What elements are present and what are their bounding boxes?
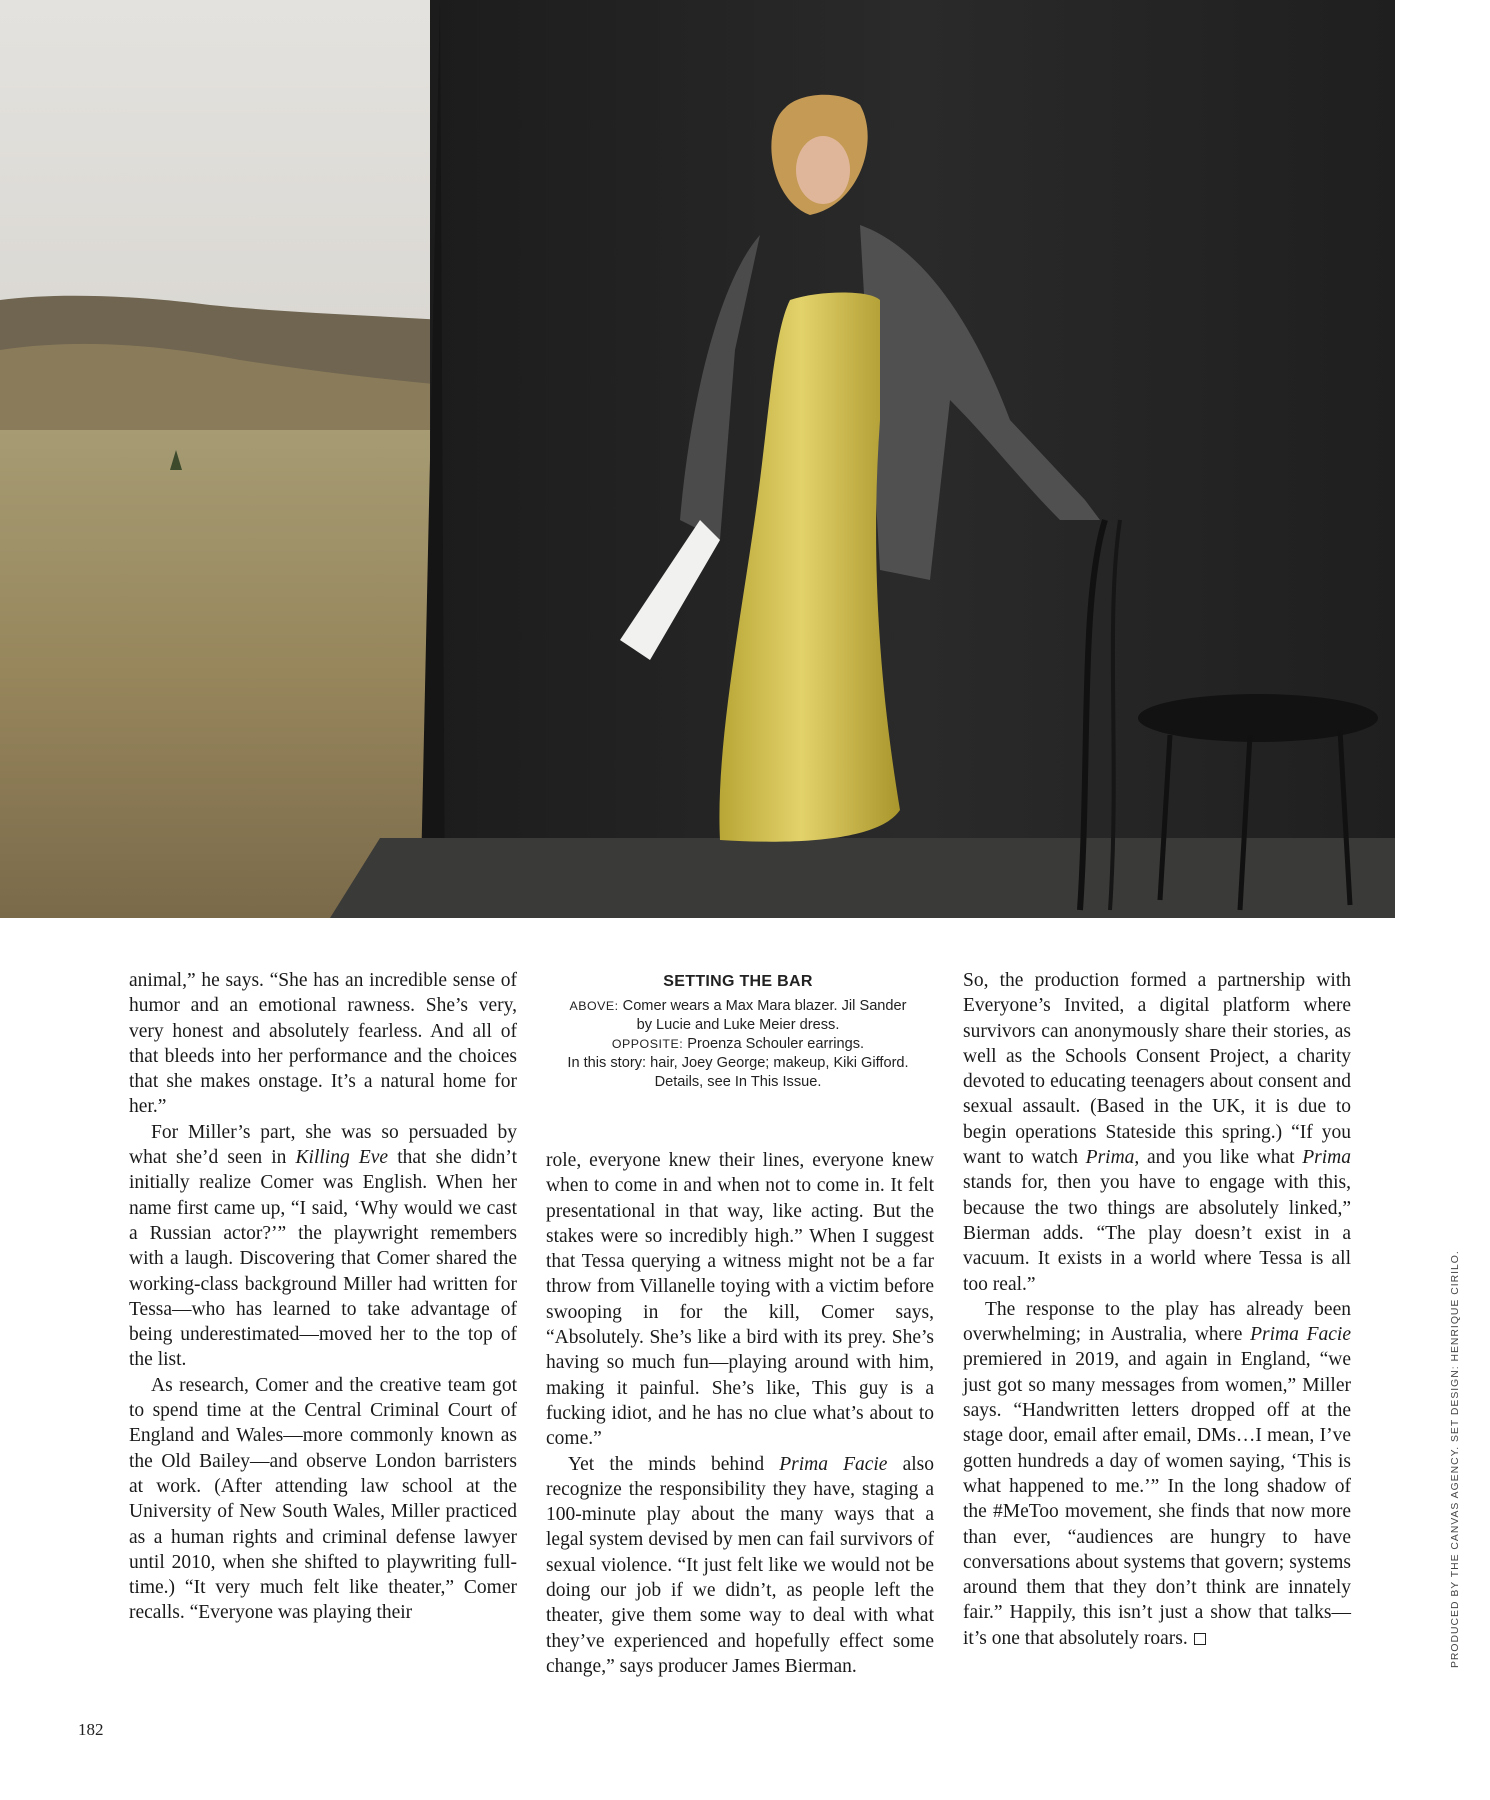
paragraph: role, everyone knew their lines, everyone knew when to come in and when not to come in. It felt presentational in that way, like acting. But the stakes were so incredibly high.” When I suggest that Tessa querying a witness might not be a far throw from Villanelle toying with a victim before swooping in for the kill, Comer says, “Absolutely. She’s like a bird with its prey. She’s having so much fun—playing around with him, making it painful. She’s like, This guy is a fucking idiot, and he has no clue what’s about to come.” [546, 1150, 934, 1450]
article-column-2 [546, 1148, 934, 1679]
paragraph: For Miller’s part, she was so persuaded by what she’d seen in Killing Eve that she didn’t initially realize Comer was English. When her name first came up, “I said, ‘Why would we cast a Russian actor?’” the playwright remembers with a laugh. Discovering that Comer shared the working-class background Miller had written for Tessa—who has learned to take advantage of being underestimated—moved her to the top of the list. [129, 1121, 517, 1371]
article-column-1 [129, 968, 517, 1626]
paragraph: The response to the play has already been overwhelming; in Australia, where Prima Facie premiered in 2019, and again in England, “we just got so many messages from women,” Miller says. “Handwritten letters dropped off at the stage door, email after email, DMs…I mean, I’ve gotten hundreds a day of women saying, ‘This is what happened to me.’” In the long shadow of the #MeToo movement, she finds that now more than ever, “audiences are hungry to have conversations about systems that govern; systems around them that they don’t think are innately fair.” Happily, this isn’t just a show that talks—it’s one that absolutely roars. [963, 1298, 1352, 1649]
caption-body: ABOVE: Comer wears a Max Mara blazer. Jil Sander by Lucie and Luke Meier dress. OPPOSITE: Proenza Schouler earrings. In this story: hair, Joey George; makeup, Kiki Gifford. Details, see In This Issue. [567, 998, 909, 1090]
article-column-3 [963, 968, 1351, 1651]
photo-credit: PRODUCED BY THE CANVAS AGENCY. SET DESIGN: HENRIQUE CIRILO. [1450, 1250, 1461, 1668]
page-number: 182 [78, 1720, 104, 1739]
caption-title: SETTING THE BAR [663, 973, 813, 990]
paragraph: Yet the minds behind Prima Facie also recognize the responsibility they have, staging a 100-minute play about the many ways that a legal system devised by men can fail survivors of sexual violence. “It just felt like we would not be doing our job if we didn’t, as people left the theater, give them some way to deal with what they’ve experienced and hopefully effect some change,” says producer James Bierman. [546, 1453, 934, 1677]
end-mark-icon [1194, 1633, 1206, 1645]
photo-caption [560, 973, 916, 1092]
paragraph: animal,” he says. “She has an incredible sense of humor and an emotional rawness. She’s very, very honest and absolutely fearless. And all of that bleeds into her performance and the choices that she makes onstage. It’s a natural home for her.” [129, 970, 517, 1118]
paragraph: As research, Comer and the creative team got to spend time at the Central Criminal Court of England and Wales—more commonly known as the Old Bailey—and observe London barristers at work. (After attending law school at the University of New South Wales, Miller practiced as a human rights and criminal defense lawyer until 2010, when she shifted to playwriting full-time.) “It very much felt like theater,” Comer recalls. “Everyone was playing their [129, 1374, 517, 1624]
hero-photo [0, 0, 1395, 918]
paragraph: So, the production formed a partnership with Everyone’s Invited, a digital platform where survivors can anonymously share their stories, as well as the Schools Consent Project, a charity devoted to educating teenagers about consent and sexual assault. (Based in the UK, it is due to begin operations Stateside this spring.) “If you want to watch Prima, and you like what Prima stands for, then you have to engage with this, because the two things are absolutely linked,” Bierman adds. “The play doesn’t exist in a vacuum. It exists in a world where Tessa is all too real.” [963, 970, 1351, 1295]
